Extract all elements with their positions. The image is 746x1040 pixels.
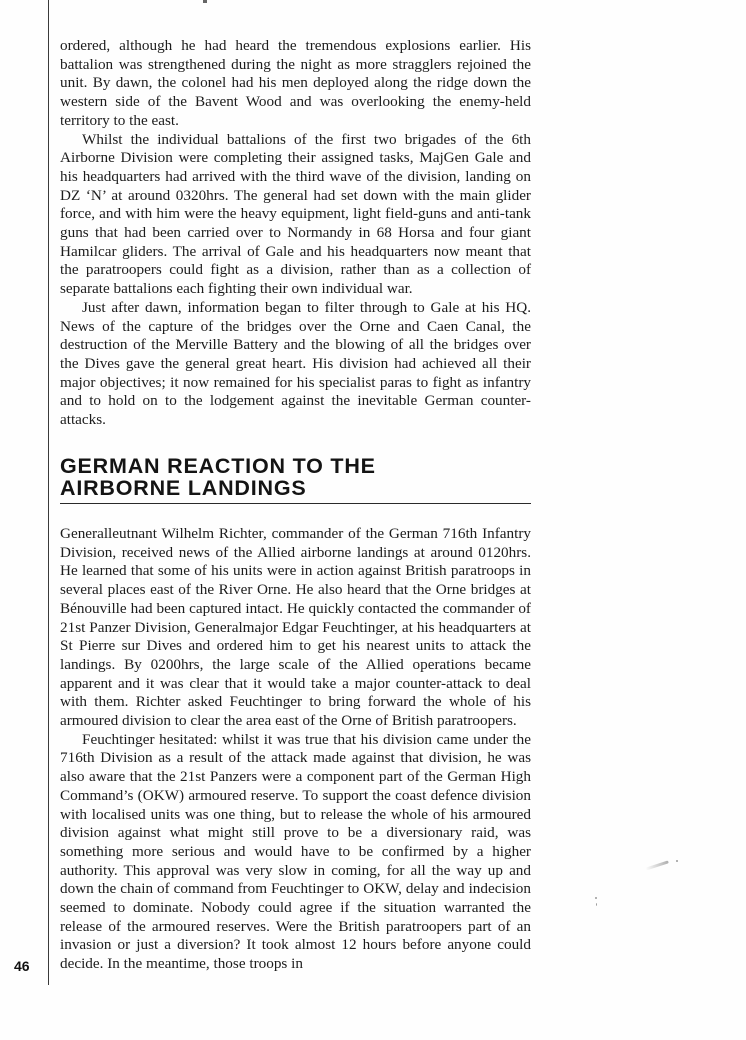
paragraph-gale-arrival: Whilst the individual battalions of the first two brigades of the 6th Airborne Division were completing their assigned tasks, MajGen Gale and his headquarters had arrived with the third wave of the division, landing on DZ ‘N’ at around 0320hrs. The general had set down with the main glider force, and with him were the heavy equipment, light field-guns and anti-tank guns that had been carried over to Normandy in 68 Horsa and four giant Hamilcar gliders. The arrival of Gale and his headquarters now meant that the paratroopers could fight as a division, rather than as a collection of separate battalions each fighting their own individual war. <box>60 130 531 298</box>
scan-speck <box>596 903 597 906</box>
heading-line-2: AIRBORNE LANDINGS <box>60 476 307 500</box>
body-text-section <box>60 525 531 974</box>
paragraph-continued: ordered, although he had heard the tremendous explosions earlier. His battalion was strengthened during the night as more stragglers rejoined the unit. By dawn, the colonel had his men deployed along the ridge down the western side of the Bavent Wood and was overlooking the enemy-held territory to the east. <box>60 37 531 129</box>
section-heading <box>60 455 531 499</box>
body-text-top <box>60 37 531 430</box>
print-mark <box>203 0 207 3</box>
scan-speck <box>676 860 678 862</box>
paragraph-dawn-news: Just after dawn, information began to filter through to Gale at his HQ. News of the capture of the bridges over the Orne and Caen Canal, the destruction of the Merville Battery and the blowing of all the bridges over the Dives gave the general great heart. His division had achieved all their major objectives; it now remained for his specialist paras to fight as infantry and to hold on to the lodgement against the inevitable German counter-attacks. <box>60 298 531 429</box>
heading-line-1: GERMAN REACTION TO THE <box>60 454 376 478</box>
scan-smudge <box>645 860 669 870</box>
paragraph-feuchtinger: Feuchtinger hesitated: whilst it was true that his division came under the 716th Division as a result of the attack made against that division, he was also aware that the 21st Panzers were a component part of the German High Command’s (OKW) armoured reserve. To support the coast defence division with localised units was one thing, but to release the whole of his armoured division against what might still prove to be a diversionary raid, was something more serious and would have to be confirmed by a higher authority. This approval was very slow in coming, for all the way up and down the chain of command from Feuchtinger to OKW, delay and indecision seemed to dominate. Nobody could agree if the situation warranted the release of the armoured reserves. Were the British paratroopers part of an invasion or just a diversion? It took almost 12 hours before anyone could decide. In the meantime, those troops in <box>60 730 531 973</box>
scan-speck <box>595 897 597 899</box>
paragraph-richter: Generalleutnant Wilhelm Richter, commander of the German 716th Infantry Division, received news of the Allied airborne landings at around 0120hrs. He learned that some of his units were in action against British paratroops in several places east of the River Orne. He also heard that the Orne bridges at Bénouville had been captured intact. He quickly contacted the commander of 21st Panzer Division, Generalmajor Edgar Feuchtinger, at his headquarters at St Pierre sur Dives and ordered him to get his nearest units to attack the landings. By 0200hrs, the large scale of the Allied operations became apparent and it was clear that it would take a major counter-attack to deal with them. Richter asked Feuchtinger to bring forward the whole of his armoured division to clear the area east of the Orne of British paratroopers. <box>60 525 531 730</box>
margin-rule <box>48 0 49 985</box>
heading-underline <box>60 503 531 504</box>
page-number: 46 <box>14 958 30 974</box>
